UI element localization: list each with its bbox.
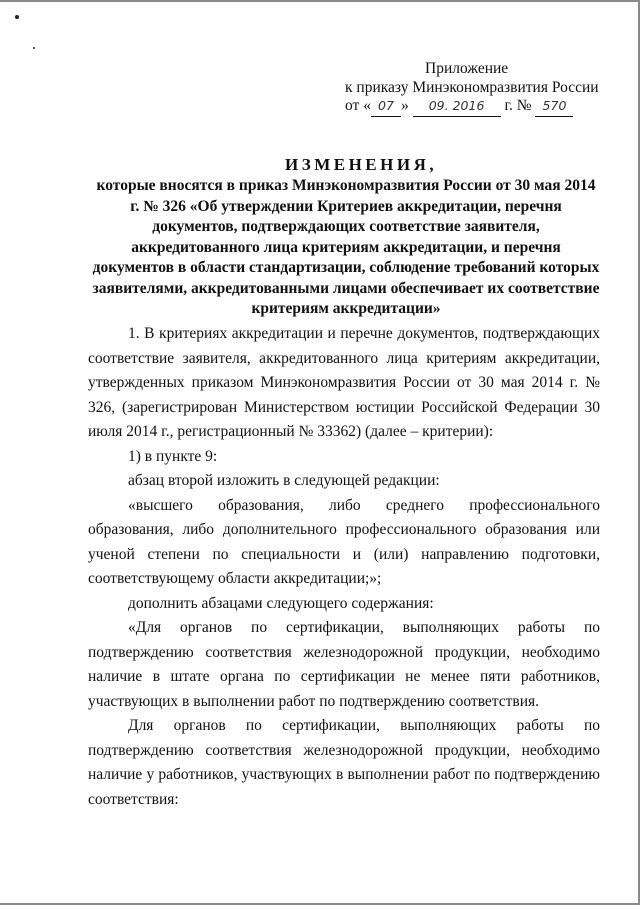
handwritten-number: 570 xyxy=(535,97,573,117)
paragraph: «Для органов по сертификации, выполняющих работы по подтверждению соответствия железнодорожной продукции, необходимо наличие в штате органа по сертификации не менее пяти работников, участвующих в выполнении работ по подтверждению соответствия. xyxy=(88,619,600,710)
annex-order-line: к приказу Минэкономразвития России xyxy=(345,78,599,96)
document-subtitle: которые вносятся в приказ Минэкономразвития России от 30 мая 2014 г. № 326 «Об утверждении Критериев аккредитации, перечня документов, подтверждающих соответствие заявителя, аккредитованного лица критериям аккредитации, и перечня документов в области стандартизации, соблюдение требований которых заявителями, аккредитованными лицами обеспечивает их соответствие критериям аккредитации» xyxy=(92,177,600,317)
paragraph: абзац второй изложить в следующей редакции: xyxy=(128,472,440,489)
paragraph: 1. В критериях аккредитации и перечне документов, подтверждающих соответствие заявителя, аккредитованного лица критериям аккредитации, утвержденных приказом Минэкономразвития России от 30 мая 2014 г. № 326, (зарегистрирован Министерством юстиции Российской Федерации 30 июля 2014 г., регистрационный № 33362) (далее – критерии): xyxy=(88,325,600,440)
scan-speck xyxy=(15,15,19,19)
document-body xyxy=(88,322,600,812)
date-quote-close: » xyxy=(400,97,409,114)
paragraph: 1) в пункте 9: xyxy=(128,447,218,465)
paragraph: «высшего образования, либо среднего профессионального образования, либо дополнительного профессионального образования или ученой степени по специальности и (или) направлению подготовки, соответствующему области аккредитации;»; xyxy=(88,496,600,587)
handwritten-day: 07 xyxy=(371,97,401,117)
scan-border xyxy=(0,0,640,2)
annex-title: Приложение xyxy=(425,60,509,77)
paragraph: дополнить абзацами следующего содержания: xyxy=(128,594,434,612)
handwritten-date: 09. 2016 xyxy=(413,97,501,117)
document-title: ИЗМЕНЕНИЯ, xyxy=(285,155,438,174)
annex-header xyxy=(345,60,599,117)
paragraph: Для органов по сертификации, выполняющих работы по подтверждению соответствия железнодорожной продукции, необходимо наличие у работников, участвующих в выполнении работ по подтверждению соответствия: xyxy=(88,717,600,808)
number-prefix: г. № xyxy=(504,97,532,114)
scan-speck xyxy=(33,47,35,49)
date-prefix: от « xyxy=(345,97,371,114)
annex-date-line xyxy=(345,97,599,117)
